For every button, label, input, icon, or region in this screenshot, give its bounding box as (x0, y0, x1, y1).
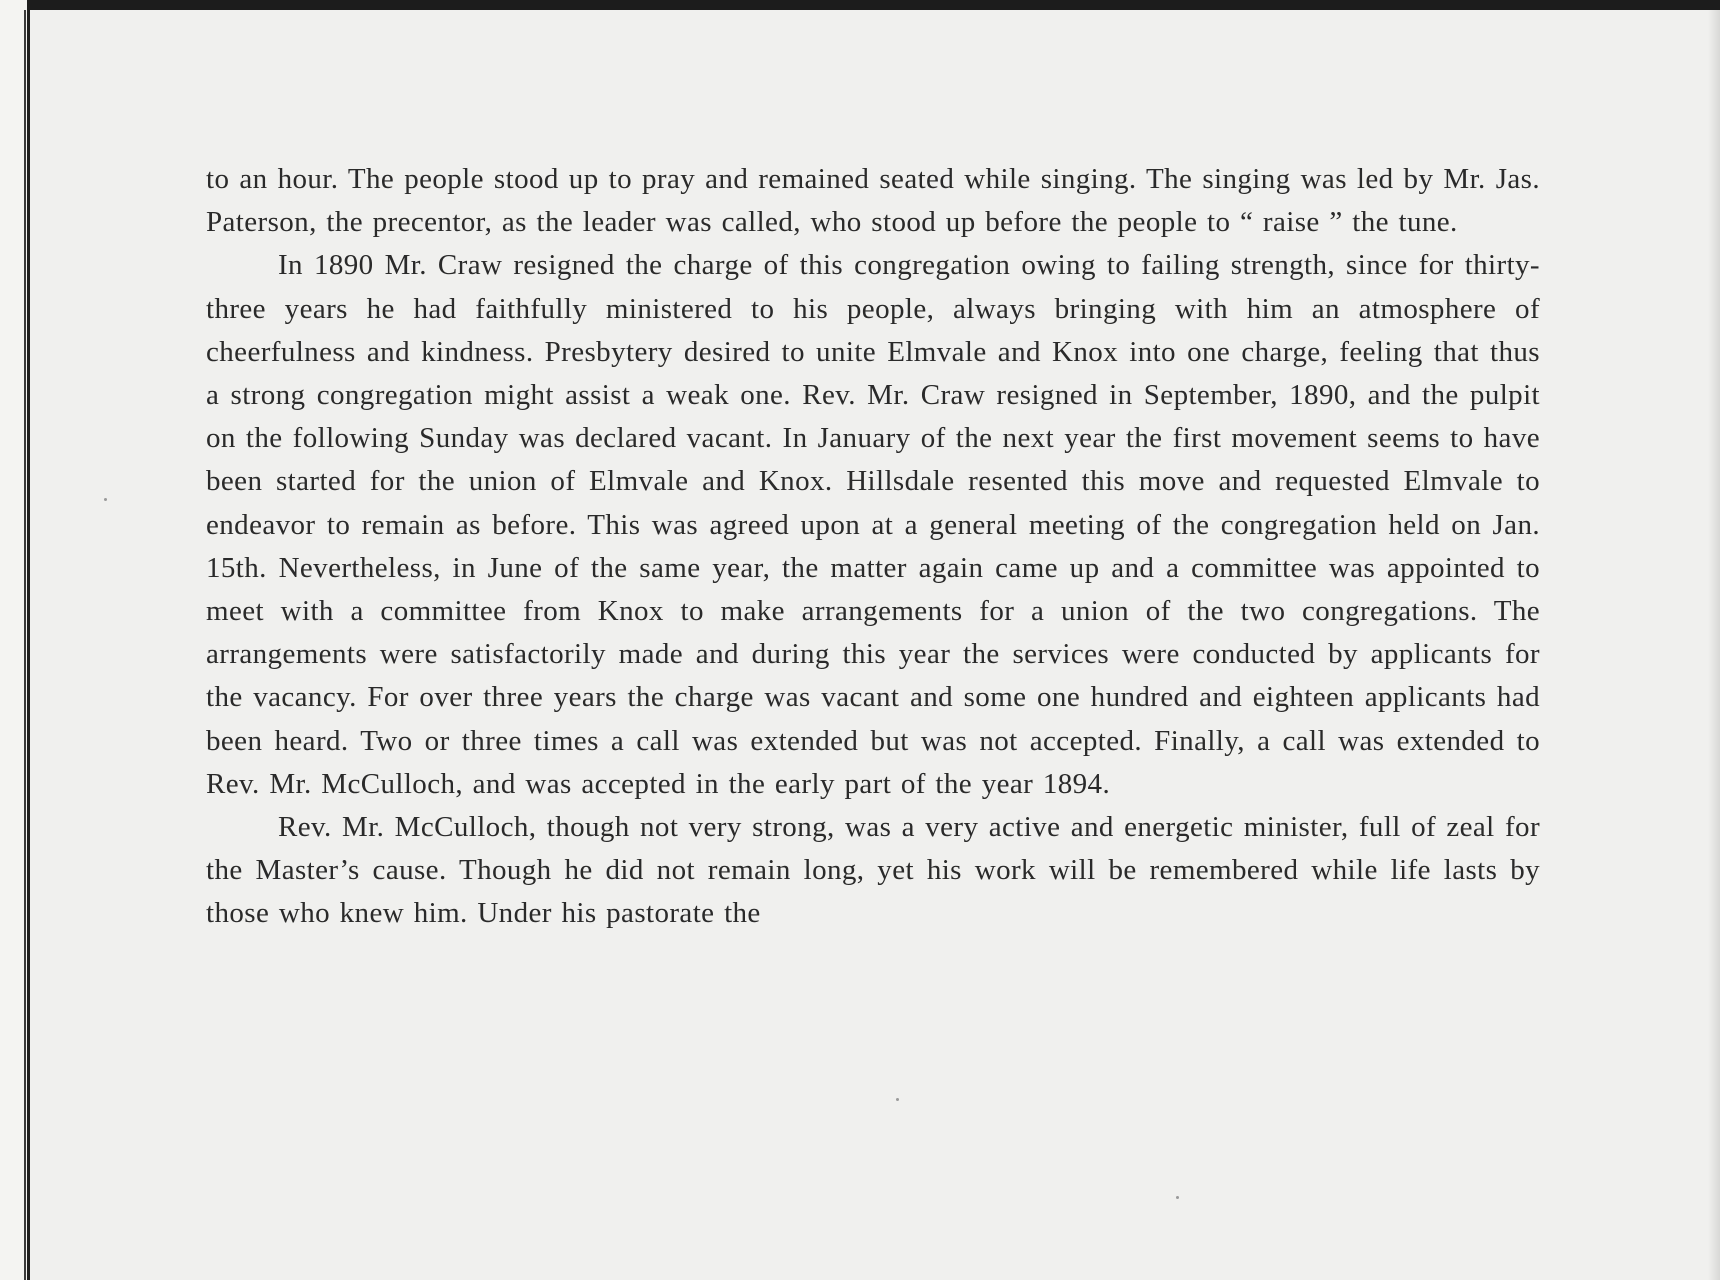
dust-speck (104, 498, 107, 501)
paragraph-craw-resignation: In 1890 Mr. Craw resigned the charge of this congregation owing to failing strength, since for thirty-three years he had faithfully ministered to his people, always bringing with him an atmosphere of cheerfulness and kindness. Presbytery desired to unite Elmvale and Knox into one charge, feeling that thus a strong congregation might assist a weak one. Rev. Mr. Craw resigned in September, 1890, and the pulpit on the following Sunday was declared vacant. In January of the next year the first movement seems to have been started for the union of Elmvale and Knox. Hillsdale resented this move and requested Elmvale to endeavor to remain as before. This was agreed upon at a general meeting of the congregation held on Jan. 15th. Nevertheless, in June of the same year, the matter again came up and a committee was appointed to meet with a committee from Knox to make arrangements for a union of the two congregations. The arrangements were satisfactorily made and during this year the services were conducted by applicants for the vacancy. For over three years the charge was vacant and some one hundred and eighteen applicants had been heard. Two or three times a call was extended but was not accepted. Finally, a call was extended to Rev. Mr. McCulloch, and was accepted in the early part of the year 1894. (206, 249, 1540, 800)
paragraph-continuation: to an hour. The people stood up to pray and remained seated while singing. The singing was led by Mr. Jas. Paterson, the precentor, as the leader was called, who stood up before the people to “ raise ” the tune. (206, 163, 1540, 239)
scan-right-shadow (1708, 10, 1720, 1280)
scan-top-border (0, 0, 1720, 10)
body-text (206, 158, 1540, 936)
page-edge-line (24, 10, 26, 1280)
dust-speck (896, 1098, 899, 1101)
paragraph-mcculloch: Rev. Mr. McCulloch, though not very strong, was a very active and energetic minister, full of zeal for the Master’s cause. Though he did not remain long, yet his work will be remembered while life lasts by those who knew him. Under his pastorate the (206, 811, 1540, 930)
dust-speck (1176, 1196, 1179, 1199)
